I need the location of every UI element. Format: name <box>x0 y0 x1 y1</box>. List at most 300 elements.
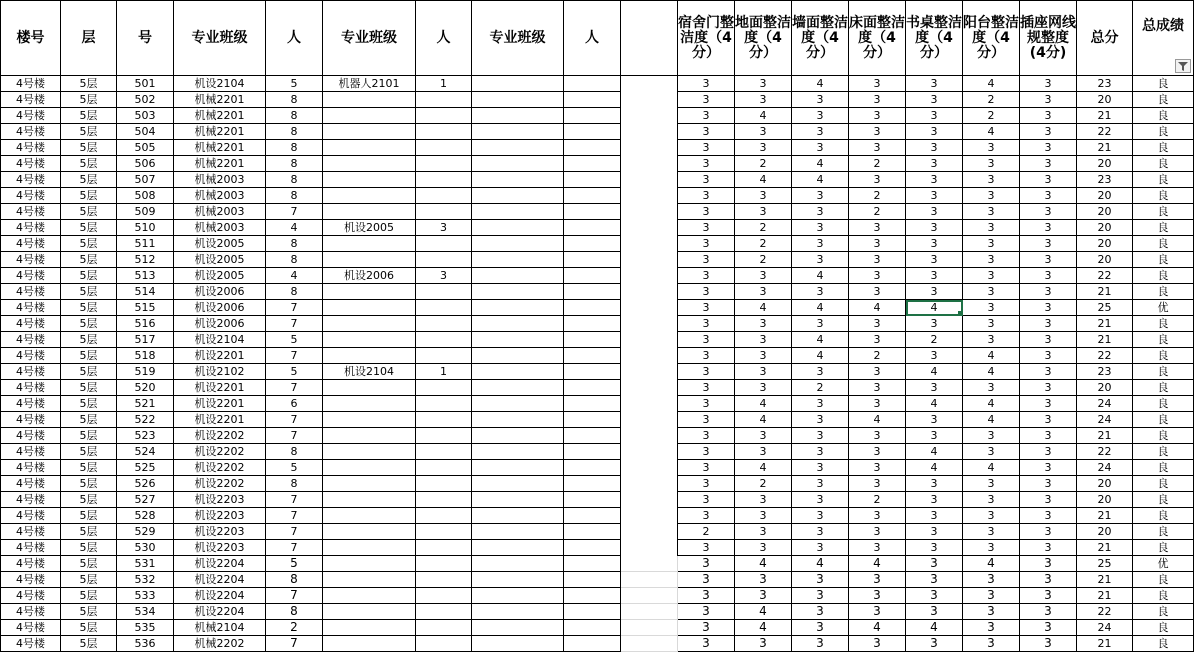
cell-grade[interactable]: 良 <box>1133 620 1194 636</box>
cell-balcony-score[interactable]: 3 <box>963 252 1020 268</box>
cell-class-1[interactable]: 机设2006 <box>174 284 266 300</box>
cell-people-3[interactable] <box>564 140 621 156</box>
cell-people-3[interactable] <box>564 604 621 620</box>
cell-socket-score[interactable]: 3 <box>1020 156 1077 172</box>
cell-building[interactable]: 4号楼 <box>1 524 61 540</box>
cell-wall-score[interactable]: 3 <box>792 396 849 412</box>
cell-people-3[interactable] <box>564 220 621 236</box>
cell-floor[interactable]: 5层 <box>61 92 117 108</box>
cell-desk-score[interactable]: 3 <box>906 108 963 124</box>
cell-people-3[interactable] <box>564 460 621 476</box>
cell-people-1[interactable]: 8 <box>266 476 323 492</box>
cell-wall-score[interactable]: 4 <box>792 268 849 284</box>
cell-door-score[interactable]: 3 <box>678 92 735 108</box>
cell-class-2[interactable] <box>323 188 416 204</box>
cell-class-3[interactable] <box>472 540 564 556</box>
cell-building[interactable]: 4号楼 <box>1 300 61 316</box>
cell-people-2[interactable] <box>416 284 472 300</box>
cell-building[interactable]: 4号楼 <box>1 268 61 284</box>
cell-empty[interactable] <box>621 460 678 476</box>
cell-socket-score[interactable]: 3 <box>1020 492 1077 508</box>
cell-people-3[interactable] <box>564 284 621 300</box>
cell-people-2[interactable] <box>416 380 472 396</box>
cell-people-3[interactable] <box>564 620 621 636</box>
cell-grade[interactable]: 良 <box>1133 396 1194 412</box>
cell-floor-score[interactable]: 3 <box>735 284 792 300</box>
cell-class-3[interactable] <box>472 348 564 364</box>
cell-wall-score[interactable]: 3 <box>792 252 849 268</box>
cell-floor[interactable]: 5层 <box>61 204 117 220</box>
cell-socket-score[interactable]: 3 <box>1020 140 1077 156</box>
cell-room[interactable]: 535 <box>117 620 174 636</box>
cell-class-3[interactable] <box>472 508 564 524</box>
cell-class-3[interactable] <box>472 556 564 572</box>
cell-wall-score[interactable]: 3 <box>792 476 849 492</box>
cell-people-3[interactable] <box>564 252 621 268</box>
cell-socket-score[interactable]: 3 <box>1020 620 1077 636</box>
cell-class-2[interactable]: 机设2005 <box>323 220 416 236</box>
cell-building[interactable]: 4号楼 <box>1 572 61 588</box>
cell-empty[interactable] <box>621 524 678 540</box>
header-empty[interactable] <box>621 1 678 76</box>
cell-people-1[interactable]: 7 <box>266 508 323 524</box>
header-desk-score[interactable]: 书桌整洁度（4分） <box>906 1 963 76</box>
cell-grade[interactable]: 良 <box>1133 220 1194 236</box>
cell-floor-score[interactable]: 3 <box>735 508 792 524</box>
cell-building[interactable]: 4号楼 <box>1 444 61 460</box>
cell-class-3[interactable] <box>472 572 564 588</box>
cell-class-3[interactable] <box>472 412 564 428</box>
cell-class-1[interactable]: 机设2203 <box>174 540 266 556</box>
cell-empty[interactable] <box>621 396 678 412</box>
cell-room[interactable]: 534 <box>117 604 174 620</box>
cell-bed-score[interactable]: 3 <box>849 460 906 476</box>
cell-socket-score[interactable]: 3 <box>1020 172 1077 188</box>
cell-room[interactable]: 511 <box>117 236 174 252</box>
cell-people-1[interactable]: 8 <box>266 108 323 124</box>
cell-floor[interactable]: 5层 <box>61 108 117 124</box>
cell-floor-score[interactable]: 4 <box>735 556 792 572</box>
cell-class-3[interactable] <box>472 636 564 652</box>
cell-building[interactable]: 4号楼 <box>1 236 61 252</box>
cell-floor[interactable]: 5层 <box>61 556 117 572</box>
cell-total[interactable]: 22 <box>1077 124 1133 140</box>
header-bed-score[interactable]: 床面整洁度（4分） <box>849 1 906 76</box>
cell-wall-score[interactable]: 3 <box>792 236 849 252</box>
cell-grade[interactable]: 良 <box>1133 76 1194 92</box>
cell-empty[interactable] <box>621 316 678 332</box>
cell-floor-score[interactable]: 3 <box>735 204 792 220</box>
cell-balcony-score[interactable]: 3 <box>963 220 1020 236</box>
header-grade[interactable] <box>1133 1 1194 76</box>
cell-socket-score[interactable]: 3 <box>1020 604 1077 620</box>
cell-people-2[interactable]: 1 <box>416 76 472 92</box>
cell-people-2[interactable] <box>416 140 472 156</box>
cell-building[interactable]: 4号楼 <box>1 316 61 332</box>
cell-class-1[interactable]: 机械2003 <box>174 172 266 188</box>
cell-bed-score[interactable]: 3 <box>849 332 906 348</box>
cell-room[interactable]: 525 <box>117 460 174 476</box>
cell-door-score[interactable]: 3 <box>678 636 735 652</box>
cell-desk-score[interactable]: 3 <box>906 172 963 188</box>
cell-floor[interactable]: 5层 <box>61 348 117 364</box>
cell-total[interactable]: 21 <box>1077 332 1133 348</box>
cell-door-score[interactable]: 3 <box>678 268 735 284</box>
cell-bed-score[interactable]: 3 <box>849 380 906 396</box>
cell-room[interactable]: 531 <box>117 556 174 572</box>
cell-socket-score[interactable]: 3 <box>1020 412 1077 428</box>
cell-grade[interactable]: 良 <box>1133 348 1194 364</box>
cell-balcony-score[interactable]: 3 <box>963 492 1020 508</box>
cell-building[interactable]: 4号楼 <box>1 620 61 636</box>
cell-total[interactable]: 20 <box>1077 188 1133 204</box>
cell-desk-score[interactable]: 3 <box>906 636 963 652</box>
cell-wall-score[interactable]: 4 <box>792 348 849 364</box>
cell-people-2[interactable] <box>416 124 472 140</box>
cell-floor[interactable]: 5层 <box>61 76 117 92</box>
cell-balcony-score[interactable]: 3 <box>963 476 1020 492</box>
cell-empty[interactable] <box>621 76 678 92</box>
cell-desk-score[interactable]: 3 <box>906 188 963 204</box>
cell-room[interactable]: 519 <box>117 364 174 380</box>
cell-floor-score[interactable]: 4 <box>735 172 792 188</box>
cell-wall-score[interactable]: 3 <box>792 540 849 556</box>
cell-total[interactable]: 20 <box>1077 220 1133 236</box>
cell-door-score[interactable]: 3 <box>678 492 735 508</box>
cell-empty[interactable] <box>621 140 678 156</box>
cell-door-score[interactable]: 3 <box>678 156 735 172</box>
cell-balcony-score[interactable]: 3 <box>963 588 1020 604</box>
cell-wall-score[interactable]: 3 <box>792 188 849 204</box>
cell-class-1[interactable]: 机设2204 <box>174 604 266 620</box>
cell-balcony-score[interactable]: 3 <box>963 444 1020 460</box>
cell-people-3[interactable] <box>564 92 621 108</box>
cell-balcony-score[interactable]: 2 <box>963 92 1020 108</box>
cell-building[interactable]: 4号楼 <box>1 636 61 652</box>
cell-grade[interactable]: 优 <box>1133 556 1194 572</box>
cell-building[interactable]: 4号楼 <box>1 348 61 364</box>
cell-class-1[interactable]: 机设2201 <box>174 380 266 396</box>
cell-total[interactable]: 24 <box>1077 396 1133 412</box>
cell-wall-score[interactable]: 4 <box>792 76 849 92</box>
cell-desk-score[interactable]: 4 <box>906 364 963 380</box>
cell-socket-score[interactable]: 3 <box>1020 524 1077 540</box>
cell-floor[interactable]: 5层 <box>61 476 117 492</box>
cell-door-score[interactable]: 3 <box>678 236 735 252</box>
cell-room[interactable]: 527 <box>117 492 174 508</box>
cell-room[interactable]: 507 <box>117 172 174 188</box>
cell-wall-score[interactable]: 4 <box>792 172 849 188</box>
cell-floor[interactable]: 5层 <box>61 300 117 316</box>
cell-door-score[interactable]: 3 <box>678 220 735 236</box>
cell-class-3[interactable] <box>472 156 564 172</box>
cell-people-2[interactable] <box>416 204 472 220</box>
cell-room[interactable]: 501 <box>117 76 174 92</box>
cell-people-1[interactable]: 7 <box>266 348 323 364</box>
cell-people-3[interactable] <box>564 508 621 524</box>
cell-empty[interactable] <box>621 540 678 556</box>
cell-wall-score[interactable]: 3 <box>792 92 849 108</box>
cell-bed-score[interactable]: 3 <box>849 172 906 188</box>
cell-floor-score[interactable]: 3 <box>735 636 792 652</box>
cell-empty[interactable] <box>621 476 678 492</box>
cell-people-3[interactable] <box>564 380 621 396</box>
cell-floor[interactable]: 5层 <box>61 412 117 428</box>
cell-desk-score[interactable]: 3 <box>906 348 963 364</box>
cell-door-score[interactable]: 3 <box>678 428 735 444</box>
cell-wall-score[interactable]: 3 <box>792 460 849 476</box>
cell-room[interactable]: 517 <box>117 332 174 348</box>
cell-room[interactable]: 521 <box>117 396 174 412</box>
cell-room[interactable]: 515 <box>117 300 174 316</box>
cell-class-2[interactable]: 机设2104 <box>323 364 416 380</box>
cell-wall-score[interactable]: 3 <box>792 620 849 636</box>
cell-people-3[interactable] <box>564 76 621 92</box>
cell-floor-score[interactable]: 3 <box>735 588 792 604</box>
cell-empty[interactable] <box>621 604 678 620</box>
cell-class-2[interactable] <box>323 332 416 348</box>
cell-socket-score[interactable]: 3 <box>1020 108 1077 124</box>
cell-floor-score[interactable]: 3 <box>735 348 792 364</box>
cell-class-1[interactable]: 机设2006 <box>174 316 266 332</box>
cell-class-3[interactable] <box>472 316 564 332</box>
cell-total[interactable]: 20 <box>1077 236 1133 252</box>
cell-class-1[interactable]: 机设2006 <box>174 300 266 316</box>
cell-class-2[interactable] <box>323 428 416 444</box>
cell-people-3[interactable] <box>564 572 621 588</box>
cell-floor-score[interactable]: 3 <box>735 316 792 332</box>
cell-balcony-score[interactable]: 3 <box>963 268 1020 284</box>
cell-class-3[interactable] <box>472 76 564 92</box>
cell-people-1[interactable]: 7 <box>266 588 323 604</box>
cell-class-1[interactable]: 机械2201 <box>174 156 266 172</box>
cell-class-3[interactable] <box>472 284 564 300</box>
cell-class-3[interactable] <box>472 140 564 156</box>
cell-people-2[interactable] <box>416 572 472 588</box>
cell-floor-score[interactable]: 2 <box>735 476 792 492</box>
cell-total[interactable]: 20 <box>1077 492 1133 508</box>
cell-bed-score[interactable]: 2 <box>849 204 906 220</box>
cell-class-2[interactable]: 机设2006 <box>323 268 416 284</box>
header-floor[interactable]: 层 <box>61 1 117 76</box>
cell-floor[interactable]: 5层 <box>61 428 117 444</box>
cell-floor[interactable]: 5层 <box>61 460 117 476</box>
cell-balcony-score[interactable]: 3 <box>963 380 1020 396</box>
cell-floor-score[interactable]: 3 <box>735 380 792 396</box>
cell-people-2[interactable] <box>416 92 472 108</box>
cell-building[interactable]: 4号楼 <box>1 332 61 348</box>
cell-building[interactable]: 4号楼 <box>1 76 61 92</box>
cell-wall-score[interactable]: 4 <box>792 556 849 572</box>
cell-grade[interactable]: 良 <box>1133 156 1194 172</box>
cell-desk-score[interactable]: 3 <box>906 252 963 268</box>
cell-people-1[interactable]: 2 <box>266 620 323 636</box>
cell-class-2[interactable] <box>323 300 416 316</box>
cell-floor-score[interactable]: 2 <box>735 236 792 252</box>
cell-balcony-score[interactable]: 3 <box>963 156 1020 172</box>
cell-empty[interactable] <box>621 268 678 284</box>
cell-room[interactable]: 523 <box>117 428 174 444</box>
cell-balcony-score[interactable]: 3 <box>963 604 1020 620</box>
cell-desk-score[interactable]: 3 <box>906 508 963 524</box>
cell-building[interactable]: 4号楼 <box>1 188 61 204</box>
cell-floor[interactable]: 5层 <box>61 396 117 412</box>
cell-building[interactable]: 4号楼 <box>1 396 61 412</box>
cell-class-1[interactable]: 机设2104 <box>174 76 266 92</box>
cell-balcony-score[interactable]: 4 <box>963 76 1020 92</box>
cell-grade[interactable]: 良 <box>1133 428 1194 444</box>
cell-balcony-score[interactable]: 2 <box>963 108 1020 124</box>
cell-empty[interactable] <box>621 156 678 172</box>
cell-people-1[interactable]: 5 <box>266 460 323 476</box>
cell-balcony-score[interactable]: 4 <box>963 364 1020 380</box>
cell-balcony-score[interactable]: 3 <box>963 524 1020 540</box>
cell-people-1[interactable]: 7 <box>266 492 323 508</box>
cell-desk-score[interactable]: 3 <box>906 124 963 140</box>
cell-class-2[interactable] <box>323 108 416 124</box>
cell-building[interactable]: 4号楼 <box>1 172 61 188</box>
cell-people-3[interactable] <box>564 124 621 140</box>
cell-class-3[interactable] <box>472 268 564 284</box>
cell-floor[interactable]: 5层 <box>61 284 117 300</box>
cell-people-3[interactable] <box>564 428 621 444</box>
cell-total[interactable]: 21 <box>1077 636 1133 652</box>
cell-floor-score[interactable]: 3 <box>735 524 792 540</box>
cell-people-3[interactable] <box>564 188 621 204</box>
cell-floor-score[interactable]: 3 <box>735 540 792 556</box>
cell-door-score[interactable]: 3 <box>678 540 735 556</box>
cell-people-2[interactable] <box>416 636 472 652</box>
cell-room[interactable]: 524 <box>117 444 174 460</box>
cell-people-2[interactable] <box>416 428 472 444</box>
cell-floor-score[interactable]: 2 <box>735 220 792 236</box>
cell-class-2[interactable] <box>323 92 416 108</box>
cell-empty[interactable] <box>621 588 678 604</box>
cell-total[interactable]: 22 <box>1077 444 1133 460</box>
cell-door-score[interactable]: 3 <box>678 316 735 332</box>
cell-balcony-score[interactable]: 4 <box>963 460 1020 476</box>
cell-people-3[interactable] <box>564 300 621 316</box>
cell-total[interactable]: 20 <box>1077 476 1133 492</box>
cell-people-2[interactable] <box>416 348 472 364</box>
cell-class-3[interactable] <box>472 124 564 140</box>
cell-grade[interactable]: 良 <box>1133 492 1194 508</box>
cell-people-3[interactable] <box>564 332 621 348</box>
cell-class-2[interactable] <box>323 620 416 636</box>
cell-socket-score[interactable]: 3 <box>1020 236 1077 252</box>
cell-floor[interactable]: 5层 <box>61 124 117 140</box>
cell-socket-score[interactable]: 3 <box>1020 476 1077 492</box>
cell-empty[interactable] <box>621 220 678 236</box>
cell-balcony-score[interactable]: 3 <box>963 332 1020 348</box>
cell-floor-score[interactable]: 4 <box>735 460 792 476</box>
cell-class-2[interactable] <box>323 316 416 332</box>
cell-class-1[interactable]: 机械2201 <box>174 124 266 140</box>
cell-class-1[interactable]: 机设2202 <box>174 476 266 492</box>
cell-grade[interactable]: 良 <box>1133 380 1194 396</box>
header-people-2[interactable]: 人 <box>416 1 472 76</box>
cell-class-2[interactable] <box>323 476 416 492</box>
header-total[interactable]: 总分 <box>1077 1 1133 76</box>
cell-desk-score[interactable]: 3 <box>906 76 963 92</box>
cell-bed-score[interactable]: 3 <box>849 540 906 556</box>
cell-bed-score[interactable]: 3 <box>849 572 906 588</box>
cell-total[interactable]: 25 <box>1077 556 1133 572</box>
cell-class-1[interactable]: 机设2201 <box>174 396 266 412</box>
cell-grade[interactable]: 良 <box>1133 236 1194 252</box>
cell-socket-score[interactable]: 3 <box>1020 572 1077 588</box>
cell-building[interactable]: 4号楼 <box>1 588 61 604</box>
cell-bed-score[interactable]: 3 <box>849 284 906 300</box>
cell-building[interactable]: 4号楼 <box>1 460 61 476</box>
cell-balcony-score[interactable]: 4 <box>963 412 1020 428</box>
cell-building[interactable]: 4号楼 <box>1 220 61 236</box>
cell-desk-score[interactable]: 4 <box>906 396 963 412</box>
cell-class-1[interactable]: 机设2005 <box>174 236 266 252</box>
cell-balcony-score[interactable]: 3 <box>963 636 1020 652</box>
cell-bed-score[interactable]: 4 <box>849 300 906 316</box>
cell-people-3[interactable] <box>564 268 621 284</box>
cell-total[interactable]: 21 <box>1077 284 1133 300</box>
cell-desk-score[interactable]: 4 <box>906 460 963 476</box>
cell-class-1[interactable]: 机设2202 <box>174 444 266 460</box>
cell-grade[interactable]: 良 <box>1133 124 1194 140</box>
cell-people-2[interactable] <box>416 492 472 508</box>
cell-total[interactable]: 20 <box>1077 204 1133 220</box>
cell-socket-score[interactable]: 3 <box>1020 588 1077 604</box>
cell-class-1[interactable]: 机设2005 <box>174 268 266 284</box>
cell-room[interactable]: 505 <box>117 140 174 156</box>
cell-grade[interactable]: 良 <box>1133 268 1194 284</box>
cell-empty[interactable] <box>621 284 678 300</box>
cell-total[interactable]: 22 <box>1077 348 1133 364</box>
cell-room[interactable]: 530 <box>117 540 174 556</box>
cell-floor[interactable]: 5层 <box>61 380 117 396</box>
cell-class-1[interactable]: 机械2003 <box>174 220 266 236</box>
cell-people-1[interactable]: 5 <box>266 364 323 380</box>
cell-desk-score[interactable]: 3 <box>906 236 963 252</box>
cell-class-2[interactable] <box>323 540 416 556</box>
cell-floor[interactable]: 5层 <box>61 252 117 268</box>
cell-class-1[interactable]: 机设2202 <box>174 460 266 476</box>
cell-floor-score[interactable]: 3 <box>735 444 792 460</box>
cell-empty[interactable] <box>621 124 678 140</box>
cell-wall-score[interactable]: 4 <box>792 156 849 172</box>
cell-socket-score[interactable]: 3 <box>1020 316 1077 332</box>
cell-floor[interactable]: 5层 <box>61 220 117 236</box>
cell-people-1[interactable]: 8 <box>266 444 323 460</box>
cell-floor-score[interactable]: 4 <box>735 620 792 636</box>
header-class-2[interactable]: 专业班级 <box>323 1 416 76</box>
cell-people-1[interactable]: 8 <box>266 188 323 204</box>
cell-people-3[interactable] <box>564 236 621 252</box>
cell-grade[interactable]: 良 <box>1133 604 1194 620</box>
cell-desk-score[interactable]: 3 <box>906 380 963 396</box>
cell-people-2[interactable] <box>416 396 472 412</box>
cell-bed-score[interactable]: 3 <box>849 444 906 460</box>
cell-room[interactable]: 529 <box>117 524 174 540</box>
cell-socket-score[interactable]: 3 <box>1020 92 1077 108</box>
cell-people-2[interactable] <box>416 620 472 636</box>
cell-empty[interactable] <box>621 236 678 252</box>
cell-door-score[interactable]: 3 <box>678 188 735 204</box>
cell-balcony-score[interactable]: 4 <box>963 396 1020 412</box>
cell-socket-score[interactable]: 3 <box>1020 300 1077 316</box>
cell-class-3[interactable] <box>472 332 564 348</box>
cell-class-1[interactable]: 机设2005 <box>174 252 266 268</box>
cell-total[interactable]: 21 <box>1077 540 1133 556</box>
cell-empty[interactable] <box>621 556 678 572</box>
